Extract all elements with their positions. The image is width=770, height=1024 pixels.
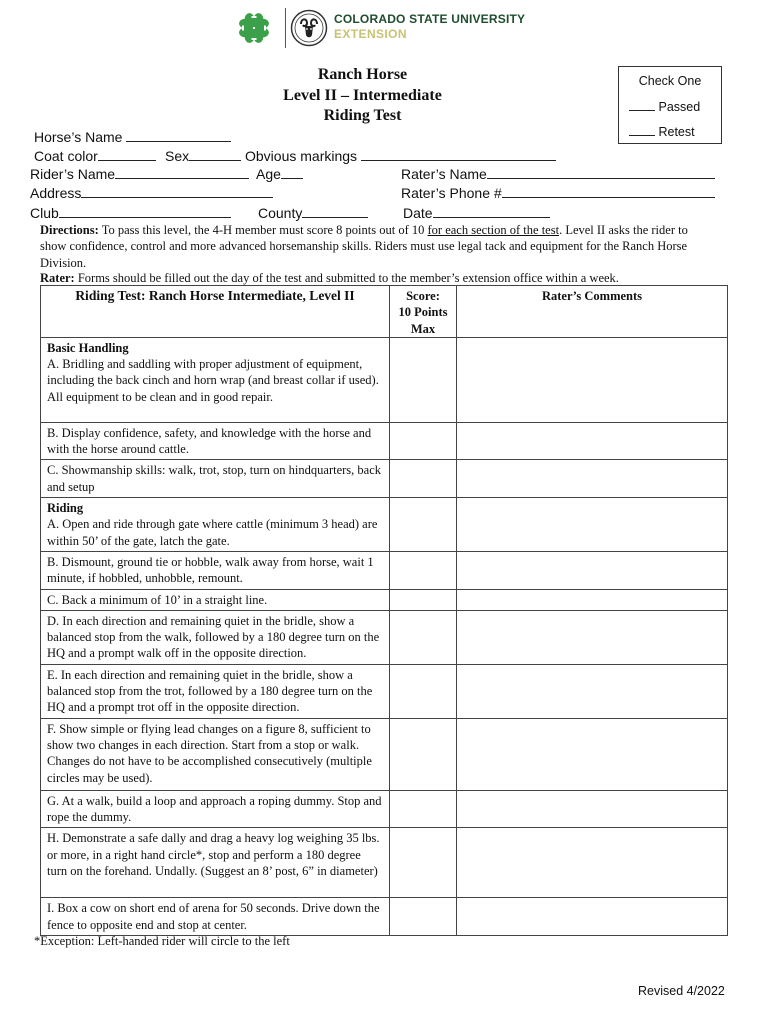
rater-note-label: Rater: bbox=[40, 271, 75, 285]
club-field[interactable] bbox=[30, 203, 231, 221]
table-row bbox=[41, 422, 728, 460]
score-cell[interactable] bbox=[390, 551, 457, 589]
table-header-row bbox=[41, 286, 728, 338]
rater-name-label: Rater’s Name bbox=[401, 166, 487, 182]
rider-name-label: Rider’s Name bbox=[30, 166, 116, 182]
sex-field[interactable] bbox=[165, 146, 241, 164]
passed-option[interactable] bbox=[629, 98, 700, 114]
test-item bbox=[41, 664, 390, 718]
rater-phone-label: Rater’s Phone # bbox=[401, 185, 502, 201]
coat-color-field[interactable] bbox=[34, 146, 156, 164]
horse-name-label: Horse’s Name bbox=[34, 129, 123, 145]
table-row bbox=[41, 551, 728, 589]
obvious-markings-label: Obvious markings bbox=[245, 148, 358, 164]
section-heading: Riding bbox=[47, 501, 84, 516]
table-row bbox=[41, 828, 728, 898]
test-item-text: I. Box a cow on short end of arena for 50 seconds. Drive down the fence to opposite end and stop at center. bbox=[47, 901, 380, 932]
check-one-title: Check One bbox=[638, 74, 702, 88]
test-item bbox=[41, 460, 390, 498]
table-row bbox=[41, 610, 728, 664]
score-cell[interactable] bbox=[390, 589, 457, 610]
test-item bbox=[41, 589, 390, 610]
rater-phone-field[interactable] bbox=[401, 183, 715, 201]
rater-note-text: Forms should be filled out the day of the test and submitted to the member’s extension office within a week. bbox=[74, 271, 619, 285]
score-cell[interactable] bbox=[390, 790, 457, 828]
table-body bbox=[41, 337, 728, 935]
riding-test-table bbox=[40, 285, 728, 936]
column-header-comments: Rater’s Comments bbox=[457, 286, 728, 338]
score-cell[interactable] bbox=[390, 460, 457, 498]
club-input[interactable] bbox=[59, 203, 231, 218]
title-line-1: Ranch Horse bbox=[317, 66, 408, 83]
score-cell[interactable] bbox=[390, 610, 457, 664]
table-row bbox=[41, 664, 728, 718]
date-field[interactable] bbox=[403, 203, 550, 221]
comments-cell[interactable] bbox=[457, 498, 728, 552]
test-item-text: B. Display confidence, safety, and knowledge with the horse and with the horse around cattle. bbox=[47, 425, 372, 457]
age-label: Age bbox=[256, 166, 281, 182]
rider-name-field[interactable] bbox=[30, 164, 249, 182]
comments-cell[interactable] bbox=[457, 610, 728, 664]
sex-input[interactable] bbox=[189, 146, 241, 161]
coat-color-label: Coat color bbox=[34, 148, 98, 164]
comments-cell[interactable] bbox=[457, 337, 728, 422]
sex-label: Sex bbox=[165, 148, 190, 164]
logo-divider bbox=[285, 8, 286, 48]
test-item-text: A. Bridling and saddling with proper adjustment of equipment, including the back cinch and horn wrap (and breast collar if used). All equipment to be clean and in good repair. bbox=[47, 357, 379, 404]
directions-text-1: To pass this level, the 4-H member must score 8 points out of 10 bbox=[98, 223, 428, 237]
county-field[interactable] bbox=[258, 203, 368, 221]
test-item bbox=[41, 551, 390, 589]
table-row bbox=[41, 898, 728, 936]
rater-name-field[interactable] bbox=[401, 164, 715, 182]
age-input[interactable] bbox=[281, 164, 303, 179]
score-cell[interactable] bbox=[390, 498, 457, 552]
comments-cell[interactable] bbox=[457, 422, 728, 460]
test-item-text: D. In each direction and remaining quiet in the bridle, show a balanced stop from the walk, followed by a 180 degree turn on the HQ and a prompt walk off in the opposite direction. bbox=[47, 613, 380, 661]
score-cell[interactable] bbox=[390, 337, 457, 422]
comments-cell[interactable] bbox=[457, 460, 728, 498]
table-row bbox=[41, 498, 728, 552]
test-item-text: C. Back a minimum of 10’ in a straight line. bbox=[47, 592, 268, 607]
check-one-box bbox=[618, 66, 722, 144]
test-item bbox=[41, 422, 390, 460]
comments-cell[interactable] bbox=[457, 718, 728, 790]
club-label: Club bbox=[30, 205, 59, 221]
rider-name-input[interactable] bbox=[115, 164, 249, 179]
test-item-text: A. Open and ride through gate where cattle (minimum 3 head) are within 50’ of the gate, latch the gate. bbox=[47, 517, 378, 548]
revision-date: Revised 4/2022 bbox=[638, 984, 725, 998]
column-header-test: Riding Test: Ranch Horse Intermediate, Level II bbox=[41, 286, 390, 338]
test-item bbox=[41, 828, 390, 898]
csu-ram-logo bbox=[290, 9, 328, 47]
rater-note bbox=[40, 270, 730, 286]
score-cell[interactable] bbox=[390, 422, 457, 460]
directions-text-2: . Level II asks the rider to show confidence, control and more advanced horsemanship skills. Riders must use legal tack and equipment for the Ranch Horse Division. bbox=[40, 223, 688, 270]
table-row bbox=[41, 718, 728, 790]
test-item-text: F. Show simple or flying lead changes on a figure 8, sufficient to show two changes in each direction. Start from a stop or walk. Changes do not have to be accomplished consecutively (multiple circles may be used). bbox=[47, 721, 372, 785]
column-header-score bbox=[390, 286, 457, 338]
address-input[interactable] bbox=[81, 183, 273, 198]
test-item bbox=[41, 498, 390, 552]
organization-name: COLORADO STATE UNIVERSITY bbox=[334, 12, 526, 26]
footnote: *Exception: Left-handed rider will circle to the left bbox=[34, 934, 290, 948]
address-field[interactable] bbox=[30, 183, 273, 201]
test-item bbox=[41, 610, 390, 664]
comments-cell[interactable] bbox=[457, 664, 728, 718]
title-line-2: Level II – Intermediate bbox=[283, 87, 442, 104]
score-header-line-1: Score: bbox=[406, 289, 440, 303]
table-row bbox=[41, 337, 728, 422]
rater-name-input[interactable] bbox=[487, 164, 715, 179]
test-item bbox=[41, 718, 390, 790]
address-label: Address bbox=[30, 185, 82, 201]
score-header-line-2: 10 Points bbox=[398, 305, 448, 320]
section-heading: Basic Handling bbox=[47, 340, 129, 355]
directions-paragraph bbox=[40, 222, 700, 271]
test-item bbox=[41, 337, 390, 422]
retest-label: Retest bbox=[658, 125, 695, 139]
score-header-line-3: Max bbox=[410, 321, 436, 336]
comments-cell[interactable] bbox=[457, 790, 728, 828]
date-input[interactable] bbox=[433, 203, 550, 218]
passed-blank[interactable] bbox=[629, 98, 655, 111]
comments-cell[interactable] bbox=[457, 551, 728, 589]
directions-label: Directions: bbox=[40, 223, 99, 237]
test-item-text: E. In each direction and remaining quiet in the bridle, show a balanced stop from the trot, followed by a 180 degree turn on the HQ and a prompt trot off in the opposite direction. bbox=[47, 667, 373, 715]
obvious-markings-input[interactable] bbox=[361, 146, 556, 161]
retest-blank[interactable] bbox=[629, 123, 655, 136]
four-h-clover-logo bbox=[233, 7, 275, 49]
comments-cell[interactable] bbox=[457, 898, 728, 936]
test-item-text: C. Showmanship skills: walk, trot, stop, turn on hindquarters, back and setup bbox=[47, 463, 382, 494]
passed-label: Passed bbox=[658, 100, 701, 114]
title-line-3: Riding Test bbox=[323, 107, 402, 124]
test-item bbox=[41, 790, 390, 828]
test-item bbox=[41, 898, 390, 936]
coat-color-input[interactable] bbox=[98, 146, 156, 161]
directions-underlined: for each section of the test bbox=[427, 223, 560, 237]
table-row bbox=[41, 589, 728, 610]
rater-phone-input[interactable] bbox=[502, 183, 715, 198]
comments-cell[interactable] bbox=[457, 828, 728, 898]
horse-name-input[interactable] bbox=[126, 127, 231, 142]
score-cell[interactable] bbox=[390, 664, 457, 718]
county-input[interactable] bbox=[302, 203, 368, 218]
test-item-text: G. At a walk, build a loop and approach a roping dummy. Stop and rope the dummy. bbox=[47, 793, 382, 824]
county-label: County bbox=[258, 205, 303, 221]
score-cell[interactable] bbox=[390, 718, 457, 790]
organization-unit: EXTENSION bbox=[334, 27, 407, 41]
comments-cell[interactable] bbox=[457, 589, 728, 610]
score-cell[interactable] bbox=[390, 898, 457, 936]
age-field[interactable] bbox=[256, 164, 303, 182]
table-row bbox=[41, 790, 728, 828]
score-cell[interactable] bbox=[390, 828, 457, 898]
test-item-text: B. Dismount, ground tie or hobble, walk away from horse, wait 1 minute, if hobbled, unhobble, remount. bbox=[47, 554, 374, 586]
retest-option[interactable] bbox=[629, 123, 695, 139]
date-label: Date bbox=[403, 205, 433, 221]
test-item-text: H. Demonstrate a safe dally and drag a heavy log weighing 35 lbs. or more, in a right hand circle*, stop and perform a 180 degree turn on the forehand. Undally. (Suggest an 8’ post, 6” in diameter) bbox=[47, 831, 380, 878]
table-row bbox=[41, 460, 728, 498]
horse-name-field[interactable] bbox=[34, 127, 231, 145]
obvious-markings-field[interactable] bbox=[245, 146, 556, 164]
